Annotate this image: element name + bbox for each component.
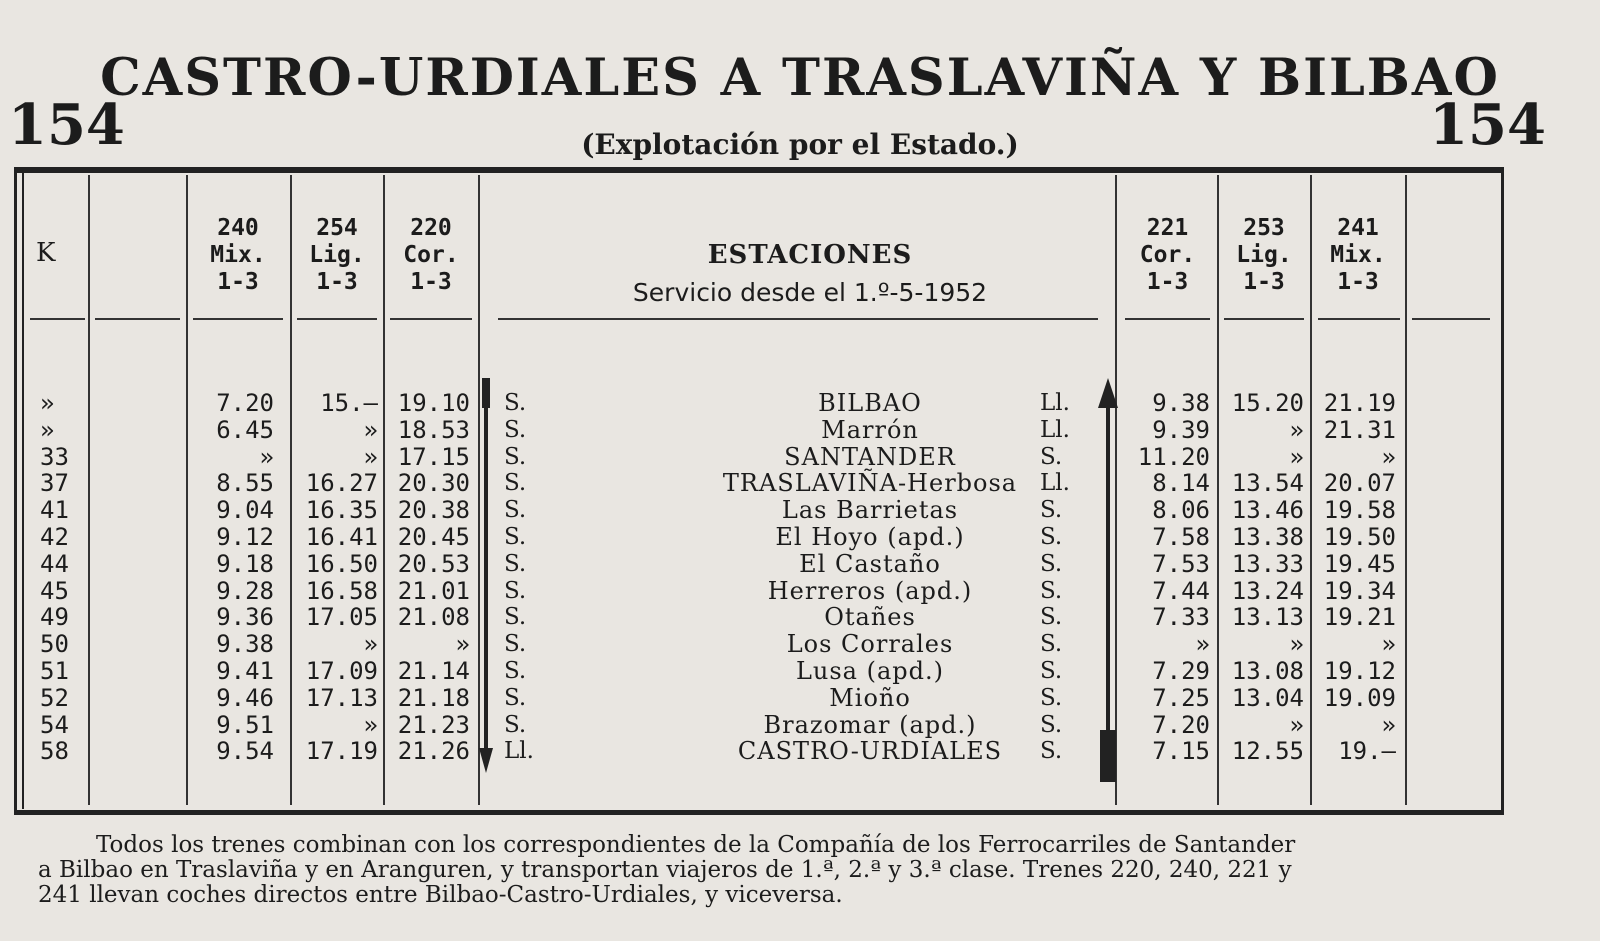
- stations-title: ESTACIONES: [707, 240, 913, 270]
- time-cell-254: 17.09: [305, 657, 378, 685]
- time-cell-253: 12.55: [1231, 737, 1304, 766]
- station-name: BILBAO: [818, 389, 922, 417]
- time-cell-221: 7.53: [1152, 549, 1210, 578]
- time-cell-221: 7.44: [1152, 576, 1210, 605]
- time-cell-241: 19.50: [1323, 523, 1396, 551]
- km-cell: 58: [40, 737, 69, 766]
- time-cell-241: 21.31: [1323, 415, 1396, 444]
- station-code-right: S.: [1040, 443, 1063, 470]
- train-221-header: 221 Cor. 1-3: [1139, 215, 1196, 295]
- time-cell-221: 8.06: [1152, 496, 1210, 525]
- footnote-line: 241 llevan coches directos entre Bilbao-Castro-Urdiales, y viceversa.: [38, 882, 843, 908]
- station-name: Herreros (apd.): [767, 576, 973, 605]
- time-cell-253: 13.24: [1231, 576, 1304, 605]
- station-code-left: S.: [504, 631, 527, 658]
- station-code-right: S.: [1040, 577, 1063, 604]
- station-code-left: S.: [504, 577, 527, 604]
- header-rule: [1412, 318, 1490, 320]
- time-cell-221: 9.39: [1152, 415, 1210, 444]
- km-cell: 51: [40, 657, 69, 685]
- time-cell-240: 9.12: [216, 523, 274, 551]
- time-cell-220: 18.53: [397, 415, 470, 444]
- station-name: Otañes: [824, 603, 916, 632]
- time-cell-254: 15.—: [320, 389, 378, 417]
- header-rule: [30, 318, 85, 320]
- service-date: Servicio desde el 1.º-5-1952: [632, 278, 988, 307]
- station-code-right: S.: [1040, 658, 1063, 684]
- station-code-left: S.: [504, 470, 527, 497]
- time-cell-240: 9.36: [216, 603, 274, 632]
- station-code-left: S.: [504, 497, 527, 524]
- station-name: Las Barrietas: [781, 496, 959, 525]
- time-cell-241: 19.21: [1323, 603, 1396, 632]
- time-cell-221: 7.15: [1152, 737, 1210, 766]
- time-cell-241: 19.—: [1338, 737, 1396, 766]
- station-name: Lusa (apd.): [795, 657, 945, 685]
- time-cell-220: 21.01: [397, 576, 470, 605]
- time-cell-241: 21.19: [1323, 389, 1396, 417]
- time-cell-220: 19.10: [397, 389, 470, 417]
- time-cell-221: 7.25: [1152, 683, 1210, 712]
- time-cell-220: 21.26: [397, 737, 470, 766]
- time-cell-254: »: [363, 630, 378, 659]
- time-cell-253: »: [1289, 415, 1304, 444]
- time-cell-221: 7.29: [1152, 657, 1210, 685]
- stations-header: [500, 240, 1120, 307]
- km-cell: 52: [40, 683, 69, 712]
- station-code-left: S.: [504, 604, 527, 631]
- page-number-left: 154: [8, 92, 125, 158]
- time-cell-241: 19.12: [1323, 657, 1396, 685]
- timetable-subtitle: (Explotación por el Estado.): [581, 128, 1019, 161]
- time-cell-240: 9.46: [216, 683, 274, 712]
- km-cell: 54: [40, 710, 69, 739]
- km-cell: 33: [40, 442, 69, 471]
- time-cell-240: »: [259, 442, 274, 471]
- time-cell-253: 13.46: [1231, 496, 1304, 525]
- time-cell-221: 9.38: [1152, 389, 1210, 417]
- time-cell-220: 20.30: [397, 469, 470, 498]
- time-cell-254: 17.19: [305, 737, 378, 766]
- time-cell-254: 16.27: [305, 469, 378, 498]
- column-divider: [186, 175, 188, 805]
- timetable-title: CASTRO-URDIALES A TRASLAVIÑA Y BILBAO: [100, 48, 1500, 108]
- time-cell-253: 13.08: [1231, 657, 1304, 685]
- time-cell-254: »: [363, 710, 378, 739]
- time-cell-253: 13.33: [1231, 549, 1304, 578]
- station-code-right: S.: [1040, 711, 1063, 738]
- footnote-line: Todos los trenes combinan con los correspondientes de la Compañía de los Ferrocarriles de Santander: [96, 832, 1296, 858]
- station-name: SANTANDER: [784, 442, 956, 471]
- time-cell-240: 8.55: [216, 469, 274, 498]
- train-253-header: 253 Lig. 1-3: [1236, 215, 1292, 295]
- time-cell-254: 16.41: [305, 523, 378, 551]
- km-cell: »: [40, 389, 55, 417]
- time-cell-253: 13.38: [1231, 523, 1304, 551]
- time-cell-254: 17.05: [305, 603, 378, 632]
- station-code-left: S.: [504, 711, 527, 738]
- station-name: El Castaño: [799, 549, 941, 578]
- time-cell-220: 21.18: [397, 683, 470, 712]
- station-code-right: Ll.: [1040, 390, 1070, 416]
- time-cell-220: 20.45: [397, 523, 470, 551]
- km-column-header: K: [36, 238, 56, 268]
- header-rule: [95, 318, 180, 320]
- time-cell-240: 9.04: [216, 496, 274, 525]
- station-code-left: S.: [504, 443, 527, 470]
- time-cell-220: 17.15: [397, 442, 470, 471]
- header-rule: [1318, 318, 1400, 320]
- station-name: Marrón: [821, 415, 919, 444]
- station-name: TRASLAVIÑA-Herbosa: [722, 469, 1018, 498]
- time-cell-241: 20.07: [1323, 469, 1396, 498]
- station-code-right: Ll.: [1040, 416, 1070, 443]
- station-code-right: S.: [1040, 550, 1063, 577]
- time-cell-254: »: [363, 442, 378, 471]
- km-cell: »: [40, 415, 55, 444]
- station-code-right: S.: [1040, 631, 1063, 658]
- time-cell-241: 19.34: [1323, 576, 1396, 605]
- station-name: El Hoyo (apd.): [775, 523, 965, 551]
- column-divider: [1405, 175, 1407, 805]
- footnote-line: a Bilbao en Traslaviña y en Aranguren, y transportan viajeros de 1.ª, 2.ª y 3.ª clase. Trenes 220, 240, 221 y: [38, 857, 1292, 883]
- time-cell-253: »: [1289, 630, 1304, 659]
- header-rule: [193, 318, 283, 320]
- time-cell-253: 13.04: [1231, 683, 1304, 712]
- km-cell: 41: [40, 496, 69, 525]
- station-code-left: S.: [504, 524, 527, 550]
- km-cell: 42: [40, 523, 69, 551]
- time-cell-241: 19.45: [1323, 549, 1396, 578]
- time-cell-221: 7.33: [1152, 603, 1210, 632]
- time-cell-241: »: [1381, 710, 1396, 739]
- time-cell-240: 9.41: [216, 657, 274, 685]
- time-cell-253: »: [1289, 710, 1304, 739]
- time-cell-254: »: [363, 415, 378, 444]
- train-241-header: 241 Mix. 1-3: [1330, 215, 1386, 295]
- time-cell-254: 17.13: [305, 683, 378, 712]
- footnote: [38, 833, 1488, 908]
- station-code-left: S.: [504, 416, 527, 443]
- time-cell-253: 15.20: [1231, 389, 1304, 417]
- km-cell: 45: [40, 576, 69, 605]
- time-cell-221: 7.20: [1152, 710, 1210, 739]
- km-cell: 50: [40, 630, 69, 659]
- station-name: Brazomar (apd.): [763, 710, 977, 739]
- time-cell-220: 21.14: [397, 657, 470, 685]
- time-cell-254: 16.58: [305, 576, 378, 605]
- station-name: CASTRO-URDIALES: [737, 737, 1003, 766]
- header-rule: [1224, 318, 1304, 320]
- time-cell-240: 9.54: [216, 737, 274, 766]
- time-cell-240: 6.45: [216, 415, 274, 444]
- time-cell-240: 9.38: [216, 630, 274, 659]
- km-cell: 49: [40, 603, 69, 632]
- station-code-left: S.: [504, 684, 527, 711]
- header-rule: [1125, 318, 1210, 320]
- station-code-left: S.: [504, 550, 527, 577]
- station-code-left: S.: [504, 658, 527, 684]
- header-rule: [390, 318, 472, 320]
- station-code-right: S.: [1040, 604, 1063, 631]
- station-code-right: S.: [1040, 684, 1063, 711]
- time-cell-221: 7.58: [1152, 523, 1210, 551]
- time-cell-240: 9.18: [216, 549, 274, 578]
- time-cell-253: 13.13: [1231, 603, 1304, 632]
- km-cell: 37: [40, 469, 69, 498]
- time-cell-241: »: [1381, 442, 1396, 471]
- time-cell-221: »: [1195, 630, 1210, 659]
- station-code-left: S.: [504, 390, 527, 416]
- time-cell-220: »: [455, 630, 470, 659]
- time-cell-221: 11.20: [1137, 442, 1210, 471]
- time-cell-253: 13.54: [1231, 469, 1304, 498]
- station-name: Mioño: [829, 683, 911, 712]
- time-cell-220: 21.08: [397, 603, 470, 632]
- downward-direction-arrow-icon: [479, 378, 493, 773]
- time-cell-254: 16.35: [305, 496, 378, 525]
- time-cell-253: »: [1289, 442, 1304, 471]
- header-rule: [498, 318, 1098, 320]
- time-cell-220: 21.23: [397, 710, 470, 739]
- station-code-right: S.: [1040, 497, 1063, 524]
- time-cell-240: 9.28: [216, 576, 274, 605]
- train-220-header: 220 Cor. 1-3: [403, 215, 459, 295]
- time-cell-254: 16.50: [305, 549, 378, 578]
- time-cell-220: 20.38: [397, 496, 470, 525]
- time-cell-241: 19.58: [1323, 496, 1396, 525]
- train-254-header: 254 Lig. 1-3: [309, 215, 365, 295]
- header-rule: [297, 318, 377, 320]
- time-cell-221: 8.14: [1152, 469, 1210, 498]
- station-code-right: S.: [1040, 524, 1063, 550]
- station-code-right: S.: [1040, 738, 1063, 765]
- time-cell-220: 20.53: [397, 549, 470, 578]
- station-name: Los Corrales: [786, 630, 954, 659]
- column-divider: [88, 175, 90, 805]
- train-240-header: 240 Mix. 1-3: [210, 215, 266, 295]
- station-code-right: Ll.: [1040, 470, 1070, 497]
- time-cell-240: 9.51: [216, 710, 274, 739]
- page-number-right: 154: [1429, 92, 1546, 158]
- station-code-left: Ll.: [504, 738, 534, 765]
- time-cell-241: 19.09: [1323, 683, 1396, 712]
- km-cell: 44: [40, 549, 69, 578]
- time-cell-240: 7.20: [216, 389, 274, 417]
- time-cell-241: »: [1381, 630, 1396, 659]
